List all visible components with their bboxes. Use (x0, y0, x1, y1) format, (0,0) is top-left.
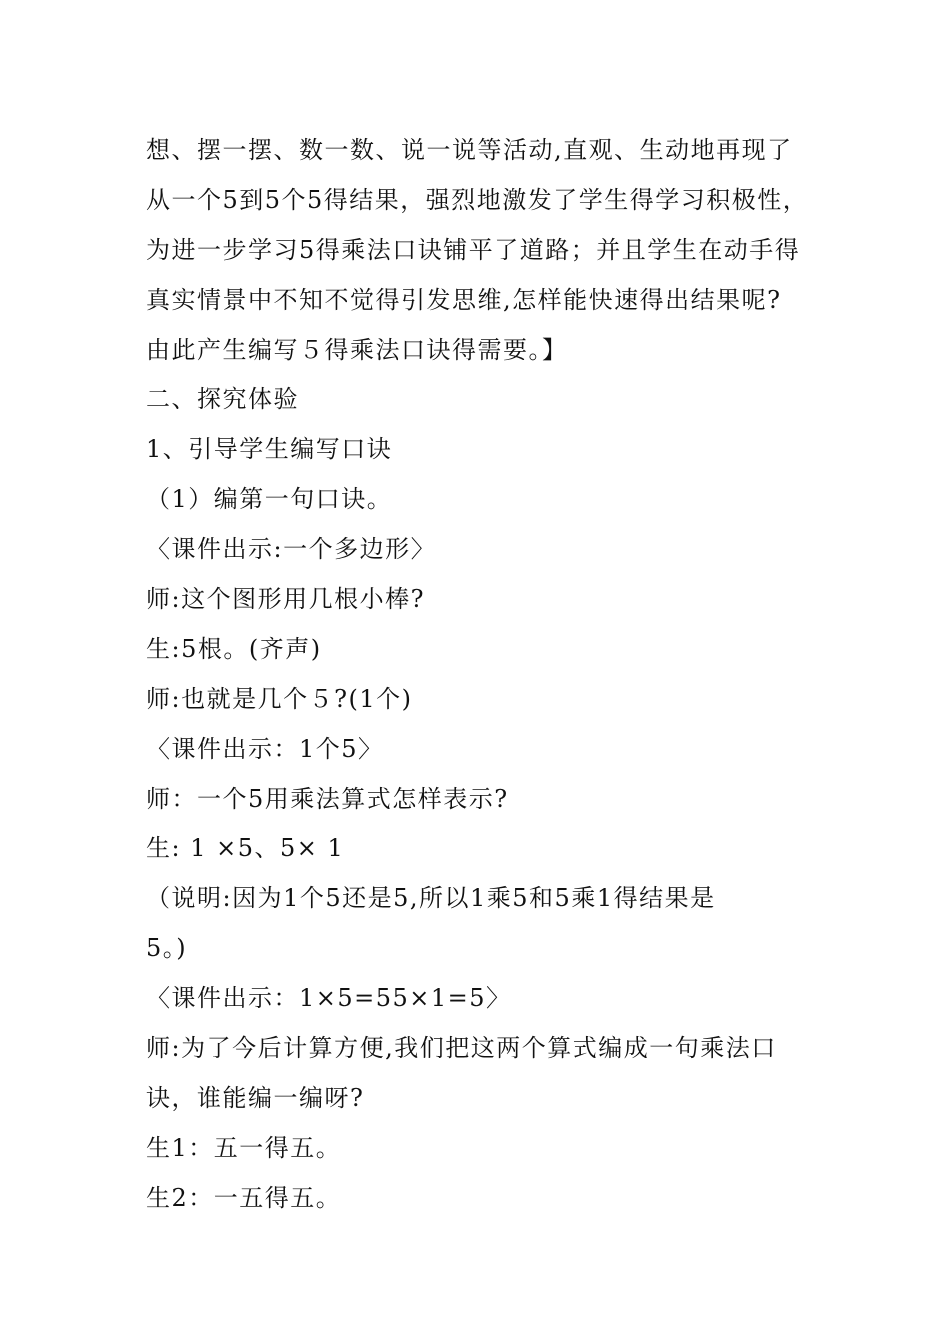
text-line: 生1：五一得五。 (146, 1133, 342, 1162)
document-body (146, 126, 826, 1224)
text-line: 从一个5到5个5得结果，强烈地激发了学生得学习积极性， (146, 185, 809, 214)
text-line: 生:5根。(齐声) (146, 634, 322, 663)
text-line: 想、摆一摆、数一数、说一说等活动,直观、生动地再现了 (146, 136, 793, 164)
text-line: 诀，谁能编一编呀? (146, 1083, 365, 1112)
text-line: 〈课件出示:一个多边形〉 (146, 535, 437, 564)
section-heading: 二、探究体验 (146, 385, 299, 414)
text-line: 5。) (146, 934, 188, 963)
subsection-heading: 1、引导学生编写口诀 (146, 435, 393, 464)
text-line: 师:为了今后计算方便,我们把这两个算式编成一句乘法口 (146, 1034, 777, 1063)
text-line: 由此产生编写５得乘法口诀得需要。】 (146, 335, 568, 364)
text-line: 生: 1 ×5、5× 1 (146, 834, 345, 863)
text-line: （1）编第一句口诀。 (146, 485, 393, 514)
text-line: 为进一步学习5得乘法口诀铺平了道路；并且学生在动手得 (146, 235, 801, 264)
text-line: 〈课件出示：1×5=55×1=5〉 (146, 984, 512, 1013)
text-line: 师:这个图形用几根小棒? (146, 585, 425, 614)
text-line: 〈课件出示：1个5〉 (146, 734, 384, 763)
text-line: 真实情景中不知不觉得引发思维,怎样能快速得出结果呢? (146, 285, 782, 314)
text-line: 师:也就是几个５?(1个) (146, 684, 413, 713)
text-line: 生2：一五得五。 (146, 1183, 342, 1212)
text-line: 师：一个5用乘法算式怎样表示? (146, 784, 509, 813)
text-line: （说明:因为1个5还是5,所以1乘5和5乘1得结果是 (146, 884, 716, 913)
